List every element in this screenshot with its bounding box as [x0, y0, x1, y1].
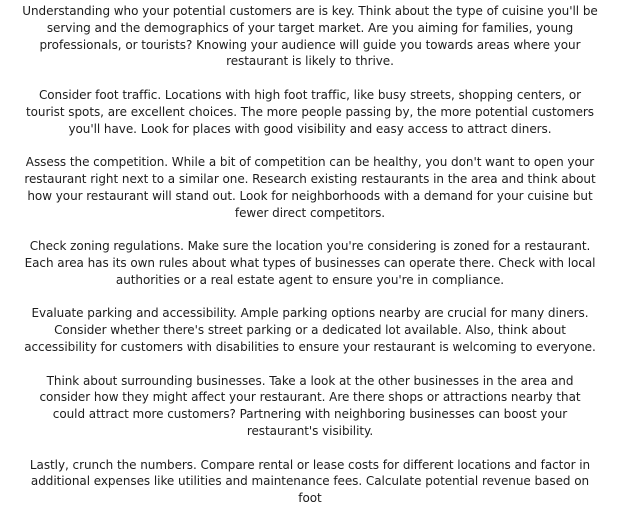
paragraph-zoning: Check zoning regulations. Make sure the location you're considering is zoned for a restaurant. Each area has its own rules about what types of businesses can operate there. Check with local authorities or a real estate agent to ensure you're in compliance. [24, 239, 596, 287]
paragraph-surrounding-businesses: Think about surrounding businesses. Take a look at the other businesses in the area and consider how they might affect your restaurant. Are there shops or attractions nearby that could attract more customers? Partnering with neighboring businesses can boost your restaurant's visibility. [39, 373, 581, 438]
paragraph-competition: Assess the competition. While a bit of competition can be healthy, you don't want to open your restaurant right next to a similar one. Research existing restaurants in the area and think about how your restaurant will stand out. Look for neighborhoods with a demand for your cuisine but fewer direct competitors. [24, 155, 596, 220]
paragraph-parking: Evaluate parking and accessibility. Ample parking options nearby are crucial for many diners. Consider whether there's street parking or a dedicated lot available. Also, think about accessibility for customers with disabilities to ensure your restaurant is welcoming to everyone. [24, 306, 596, 354]
paragraph-foot-traffic: Consider foot traffic. Locations with high foot traffic, like busy streets, shopping centers, or tourist spots, are excellent choices. The more people passing by, the more potential customers you'll have. Look for places with good visibility and easy access to attract diners. [25, 87, 595, 136]
paragraph-target-market: Understanding who your potential customers are is key. Think about the type of cuisine you'll be serving and the demographics of your target market. Are you aiming for families, young professionals, or tourists? Knowing your audience will guide you towards areas where your restaurant is likely to thrive. [22, 4, 598, 69]
paragraph-numbers: Lastly, crunch the numbers. Compare rental or lease costs for different locations and factor in additional expenses like utilities and maintenance fees. Calculate potential revenue based on foot [29, 457, 591, 506]
